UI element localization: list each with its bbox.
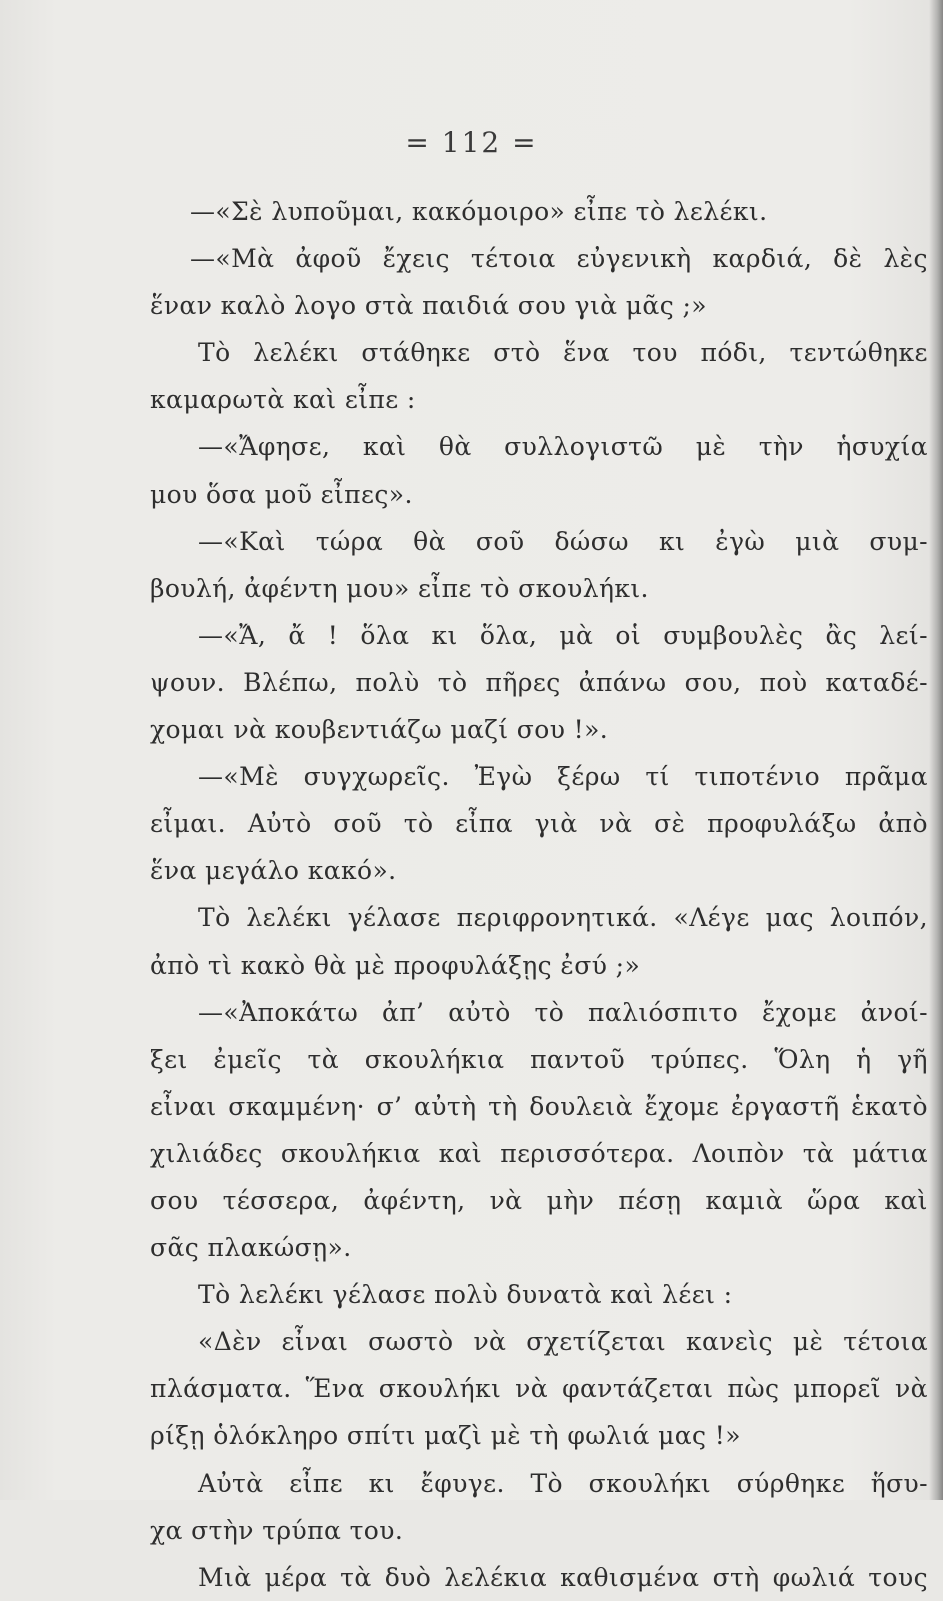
text-line: Αὐτὰ εἶπε κι ἔφυγε. Τὸ σκουλήκι σύρθηκε ἥσυ- bbox=[198, 1468, 928, 1498]
text-line: —«Καὶ τώρα θὰ σοῦ δώσω κι ἐγὼ μιὰ συμ- bbox=[198, 526, 928, 556]
text-line: «Δὲν εἶναι σωστὸ νὰ σχετίζεται κανεὶς μὲ τέτοια bbox=[198, 1327, 928, 1357]
text-line: πλάσματα. Ἕνα σκουλήκι νὰ φαντάζεται πὼς μπορεῖ νὰ bbox=[150, 1374, 928, 1404]
text-line: Τὸ λελέκι γέλασε πολὺ δυνατὰ καὶ λέει : bbox=[198, 1280, 733, 1310]
text-line: —«Ἄφησε, καὶ θὰ συλλογιστῶ μὲ τὴν ἡσυχία bbox=[198, 432, 928, 462]
text-line: Μιὰ μέρα τὰ δυὸ λελέκια καθισμένα στὴ φωλιά τους bbox=[198, 1562, 928, 1592]
text-line: σᾶς πλακώσῃ». bbox=[150, 1233, 352, 1263]
text-line: βουλή, ἀφέντη μου» εἶπε τὸ σκουλήκι. bbox=[150, 573, 649, 603]
body-text bbox=[150, 188, 928, 1601]
text-line: σου τέσσερα, ἀφέντη, νὰ μὴν πέσῃ καμιὰ ὥρα καὶ bbox=[150, 1185, 928, 1215]
text-line: εἶναι σκαμμένη· σ’ αὐτὴ τὴ δουλειὰ ἔχομε ἐργαστῆ ἑκατὸ bbox=[150, 1091, 928, 1121]
text-line: ρίξῃ ὁλόκληρο σπίτι μαζὶ μὲ τὴ φωλιά μας !» bbox=[150, 1421, 741, 1451]
text-line: ἀπὸ τὶ κακὸ θὰ μὲ προφυλάξῃς ἐσύ ;» bbox=[150, 950, 641, 980]
text-line: —«Μὰ ἀφοῦ ἔχεις τέτοια εὐγενικὴ καρδιά, δὲ λὲς bbox=[190, 244, 928, 274]
text-line: καμαρωτὰ καὶ εἶπε : bbox=[150, 385, 416, 415]
text-line: Τὸ λελέκι γέλασε περιφρονητικά. «Λέγε μας λοιπόν, bbox=[198, 903, 928, 933]
text-line: μου ὅσα μοῦ εἶπες». bbox=[150, 479, 413, 509]
text-line: —«Ἀποκάτω ἀπ’ αὐτὸ τὸ παλιόσπιτο ἔχομε ἀνοί- bbox=[198, 997, 928, 1027]
text-line: χομαι νὰ κουβεντιάζω μαζί σου !». bbox=[150, 715, 609, 745]
page-number: = 112 = bbox=[405, 126, 538, 159]
text-line: Τὸ λελέκι στάθηκε στὸ ἕνα του πόδι, τεντώθηκε bbox=[198, 338, 928, 368]
text-line: εἶμαι. Αὐτὸ σοῦ τὸ εἶπα γιὰ νὰ σὲ προφυλάξω ἀπὸ bbox=[150, 809, 928, 839]
text-line: —«Ἄ, ἄ ! ὅλα κι ὅλα, μὰ οἱ συμβουλὲς ἂς λεί- bbox=[198, 620, 928, 650]
page-edge-shadow bbox=[929, 0, 943, 1500]
text-line: —«Σὲ λυποῦμαι, κακόμοιρο» εἶπε τὸ λελέκι. bbox=[190, 197, 768, 226]
text-line: χιλιάδες σκουλήκια καὶ περισσότερα. Λοιπὸν τὰ μάτια bbox=[150, 1138, 928, 1168]
text-line: ψουν. Βλέπω, πολὺ τὸ πῆρες ἀπάνω σου, ποὺ καταδέ- bbox=[150, 667, 928, 697]
text-line: —«Μὲ συγχωρεῖς. Ἐγὼ ξέρω τί τιποτένιο πρᾶμα bbox=[198, 762, 928, 792]
text-line: ἕνα μεγάλο κακό». bbox=[150, 856, 397, 886]
text-line: ξει ἐμεῖς τὰ σκουλήκια παντοῦ τρύπες. Ὅλη ἡ γῆ bbox=[150, 1044, 928, 1074]
text-line: χα στὴν τρύπα του. bbox=[150, 1515, 404, 1545]
text-line: ἕναν καλὸ λογο στὰ παιδιά σου γιὰ μᾶς ;» bbox=[150, 291, 707, 321]
